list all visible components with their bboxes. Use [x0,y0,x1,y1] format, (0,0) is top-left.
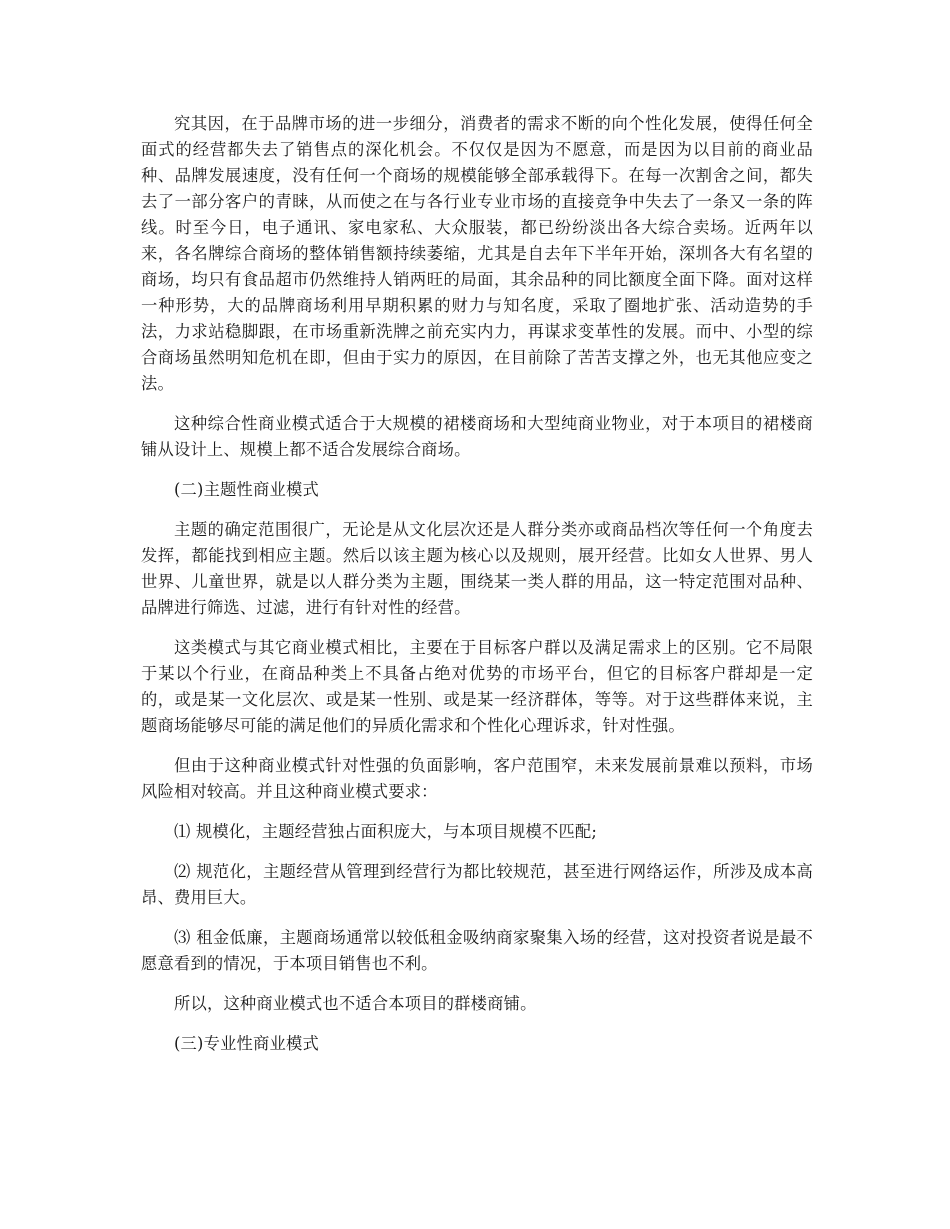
body-paragraph: 这种综合性商业模式适合于大规模的裙楼商场和大型纯商业物业，对于本项目的裙楼商铺从设计上、规模上都不适合发展综合商场。 [141,414,813,459]
list-item: ⑴ 规模化，主题经营独占面积庞大，与本项目规模不匹配; [174,822,598,841]
body-paragraph: 究其因，在于品牌市场的进一步细分，消费者的需求不断的向个性化发展，使得任何全面式的经营都失去了销售点的深化机会。不仅仅是因为不愿意，而是因为以目前的商业品种、品牌发展速度，没有任何一个商场的规模能够全部承载得下。在每一次割舍之间，都失去了一部分客户的青睐，从而使之在与各行业专业市场的直接竞争中失去了一条又一条的阵线。时至今日，电子通讯、家电家私、大众服装，都已纷纷淡出各大综合卖场。近两年以来，各名牌综合商场的整体销售额持续萎缩，尤其是自去年下半年开始，深圳各大有名望的商场，均只有食品超市仍然维持人销两旺的局面，其余品种的同比额度全面下降。面对这样一种形势，大的品牌商场利用早期积累的财力与知名度，采取了圈地扩张、活动造势的手法，力求站稳脚跟，在市场重新洗牌之前充实内力，再谋求变革性的发展。而中、小型的综合商场虽然明知危机在即，但由于实力的原因，在目前除了苦苦支撑之外，也无其他应变之法。 [141,114,813,393]
list-item: ⑶ 租金低廉，主题商场通常以较低租金吸纳商家聚集入场的经营，这对投资者说是最不愿意看到的情况，于本项目销售也不利。 [141,928,813,973]
body-paragraph: 但由于这种商业模式针对性强的负面影响，客户范围窄，未来发展前景难以预料，市场风险相对较高。并且这种商业模式要求： [141,756,813,801]
document-body [141,111,813,1071]
section-heading: (二)主题性商业模式 [174,480,319,499]
body-paragraph: 主题的确定范围很广，无论是从文化层次还是人群分类亦或商品档次等任何一个角度去发挥，都能找到相应主题。然后以该主题为核心以及规则，展开经营。比如女人世界、男人世界、儿童世界，就是以人群分类为主题，围绕某一类人群的用品，这一特定范围对品种、品牌进行筛选、过滤，进行有针对性的经营。 [141,520,813,617]
body-paragraph: 所以，这种商业模式也不适合本项目的群楼商铺。 [174,994,537,1013]
list-item: ⑵ 规范化，主题经营从管理到经营行为都比较规范，甚至进行网络运作，所涉及成本高昂、费用巨大。 [141,862,813,907]
section-heading: (三)专业性商业模式 [174,1034,319,1053]
body-paragraph: 这类模式与其它商业模式相比，主要在于目标客户群以及满足需求上的区别。它不局限于某以个行业，在商品种类上不具备占绝对优势的市场平台，但它的目标客户群却是一定的，或是某一文化层次、或是某一性别、或是某一经济群体，等等。对于这些群体来说，主题商场能够尽可能的满足他们的异质化需求和个性化心理诉求，针对性强。 [141,638,813,735]
